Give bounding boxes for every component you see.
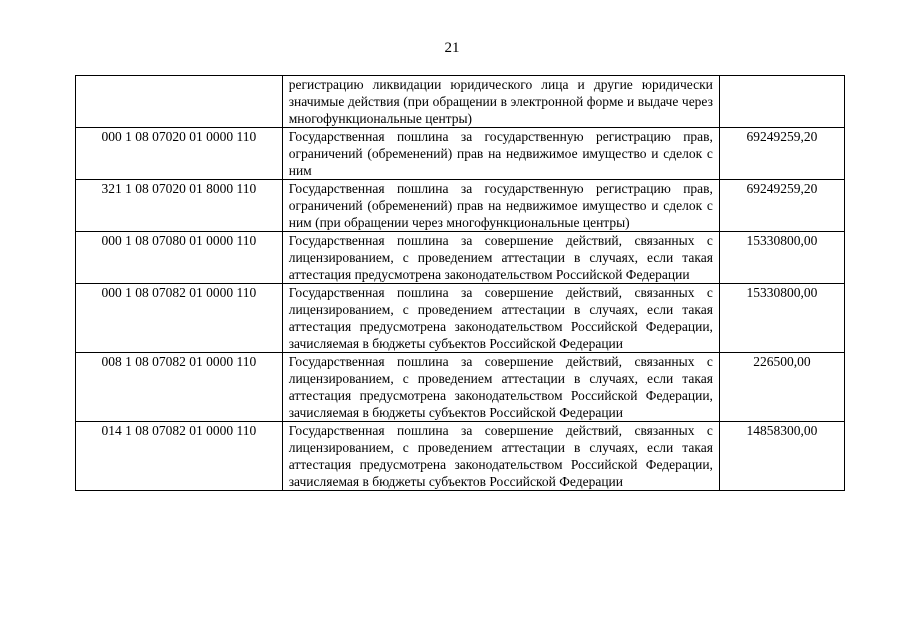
row-code: 000 1 08 07080 01 0000 110 <box>76 232 283 284</box>
row-code: 014 1 08 07082 01 0000 110 <box>76 422 283 491</box>
table-row <box>76 422 845 491</box>
row-code: 321 1 08 07020 01 8000 110 <box>76 180 283 232</box>
row-amount: 226500,00 <box>719 353 844 422</box>
table-row <box>76 76 845 128</box>
row-amount: 15330800,00 <box>719 232 844 284</box>
table-row <box>76 180 845 232</box>
revenue-table <box>75 75 845 491</box>
page-number: 21 <box>444 40 460 56</box>
row-code: 000 1 08 07020 01 0000 110 <box>76 128 283 180</box>
table-row <box>76 128 845 180</box>
row-code: 000 1 08 07082 01 0000 110 <box>76 284 283 353</box>
row-description: Государственная пошлина за совершение действий, связанных с лицензированием, с проведением аттестации в случаях, если такая аттестация предусмотрена законодательством Российской Федерации, зачисляемая в бюджеты субъектов Российской Федерации <box>282 422 719 491</box>
row-amount: 69249259,20 <box>719 180 844 232</box>
row-amount: 14858300,00 <box>719 422 844 491</box>
row-description: Государственная пошлина за совершение действий, связанных с лицензированием, с проведением аттестации в случаях, если такая аттестация предусмотрена законодательством Российской Федерации, зачисляемая в бюджеты субъектов Российской Федерации <box>282 353 719 422</box>
row-description: регистрацию ликвидации юридического лица и другие юридически значимые действия (при обращении в электронной форме и выдаче через многофункциональные центры) <box>282 76 719 128</box>
row-code <box>76 76 283 128</box>
row-amount: 15330800,00 <box>719 284 844 353</box>
row-code: 008 1 08 07082 01 0000 110 <box>76 353 283 422</box>
row-description: Государственная пошлина за государственную регистрацию прав, ограничений (обременений) прав на недвижимое имущество и сделок с ним <box>282 128 719 180</box>
row-description: Государственная пошлина за совершение действий, связанных с лицензированием, с проведением аттестации в случаях, если такая аттестация предусмотрена законодательством Российской Федерации, зачисляемая в бюджеты субъектов Российской Федерации <box>282 284 719 353</box>
table-row <box>76 353 845 422</box>
table-row <box>76 284 845 353</box>
table-row <box>76 232 845 284</box>
row-description: Государственная пошлина за совершение действий, связанных с лицензированием, с проведением аттестации в случаях, если такая аттестация предусмотрена законодательством Российской Федерации <box>282 232 719 284</box>
row-amount: 69249259,20 <box>719 128 844 180</box>
row-description: Государственная пошлина за государственную регистрацию прав, ограничений (обременений) прав на недвижимое имущество и сделок с ним (при обращении через многофункциональные центры) <box>282 180 719 232</box>
row-amount <box>719 76 844 128</box>
